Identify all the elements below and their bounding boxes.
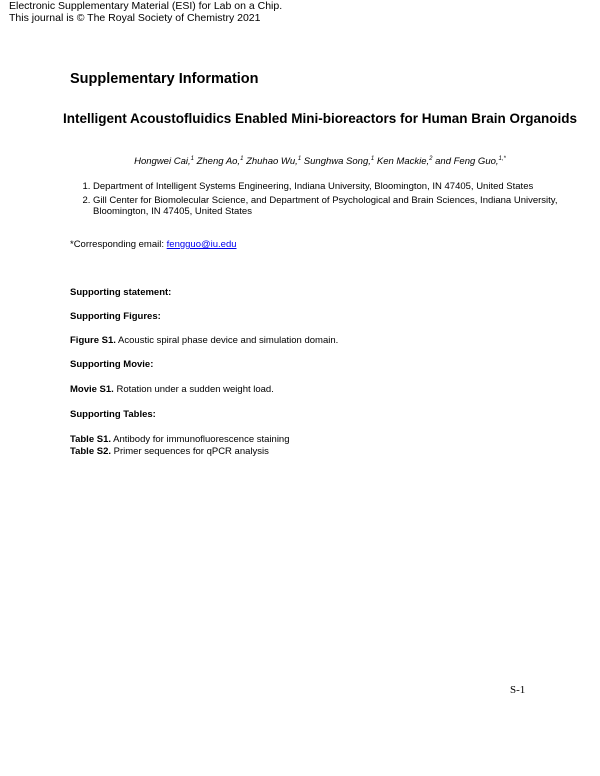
supplementary-heading: Supplementary Information [70, 71, 259, 87]
figure-s1-caption: Acoustic spiral phase device and simulation domain. [115, 335, 339, 346]
author: and Feng Guo,$^{1,*}$ [435, 155, 506, 167]
figure-s1-entry [70, 335, 338, 347]
table-s2-entry [70, 446, 269, 458]
supporting-statement-heading: Supporting statement: [70, 287, 172, 298]
email-link[interactable]: fengguo@iu.edu [166, 239, 237, 250]
author-list [60, 156, 580, 167]
supporting-figures-heading: Supporting Figures: [70, 311, 161, 322]
author: Hongwei Cai,$^1$ [134, 155, 194, 167]
movie-s1-label: Movie S1. [70, 384, 114, 395]
movie-s1-caption: Rotation under a sudden weight load. [113, 384, 274, 395]
paper-title: Intelligent Acoustofluidics Enabled Mini-bioreactors for Human Brain Organoids [62, 111, 578, 126]
table-s1-caption: Antibody for immunofluorescence staining [111, 434, 290, 445]
figure-s1-label: Figure S1. [70, 335, 116, 346]
corresponding-email [70, 239, 237, 250]
table-s2-caption: Primer sequences for qPCR analysis [111, 446, 269, 457]
affiliation-item: 1. Department of Intelligent Systems Engineering, Indiana University, Bloomington, IN 47405, United States [93, 181, 563, 193]
table-s2-label: Table S2. [70, 446, 112, 457]
corresponding-label: *Corresponding email: [70, 239, 167, 250]
table-s1-entry [70, 434, 290, 446]
table-s1-label: Table S1. [70, 434, 112, 445]
affiliation-list [75, 181, 563, 220]
page-number: S-1 [510, 684, 526, 696]
author: Ken Mackie,$^2$ [376, 155, 433, 167]
author: Zhuhao Wu,$^1$ [246, 155, 302, 167]
movie-s1-entry [70, 384, 274, 396]
author: Zheng Ao,$^1$ [196, 155, 244, 167]
supporting-tables-heading: Supporting Tables: [70, 409, 156, 420]
supporting-movie-heading: Supporting Movie: [70, 359, 154, 370]
header-line-2: This journal is © The Royal Society of Chemistry 2021 [9, 12, 261, 24]
header-line-1: Electronic Supplementary Material (ESI) for Lab on a Chip. [9, 0, 283, 12]
affiliation-item: 2. Gill Center for Biomolecular Science, and Department of Psychological and Brain Sciences, Indiana University, Bloomington, IN 47405, United States [93, 195, 563, 218]
journal-header [9, 0, 282, 24]
author: Sunghwa Song,$^1$ [303, 155, 375, 167]
